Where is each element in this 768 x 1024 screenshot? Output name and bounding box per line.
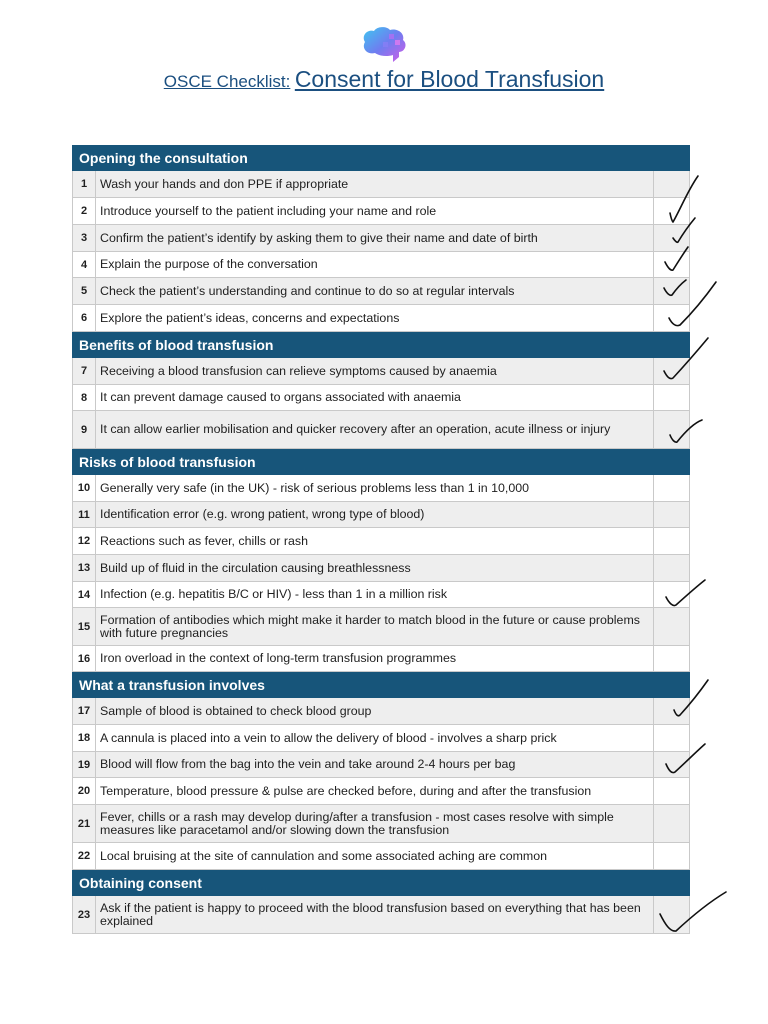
checkbox-cell[interactable] [653, 778, 689, 804]
checklist-row [72, 725, 690, 752]
item-number: 20 [73, 778, 96, 804]
brain-logo-icon [359, 26, 409, 64]
item-number: 23 [73, 896, 96, 933]
checkbox-cell[interactable] [653, 528, 689, 554]
checklist-row [72, 305, 690, 332]
item-text: Confirm the patient’s identify by asking them to give their name and date of birth [100, 230, 538, 245]
checkbox-cell[interactable] [653, 725, 689, 751]
checkbox-cell[interactable] [653, 252, 689, 277]
item-number: 3 [73, 225, 96, 251]
item-text: Reactions such as fever, chills or rash [100, 533, 308, 548]
checklist-row [72, 778, 690, 805]
checkbox-cell[interactable] [653, 698, 689, 724]
section-header: Obtaining consent [72, 870, 690, 896]
checklist-row [72, 608, 690, 646]
section-header: Opening the consultation [72, 145, 690, 171]
checkbox-cell[interactable] [653, 555, 689, 581]
section-header: What a transfusion involves [72, 672, 690, 698]
item-number: 10 [73, 475, 96, 501]
checklist-row [72, 646, 690, 672]
item-text: Receiving a blood transfusion can relieve symptoms caused by anaemia [100, 363, 497, 378]
item-number: 16 [73, 646, 96, 671]
item-number: 12 [73, 528, 96, 554]
checkbox-cell[interactable] [653, 411, 689, 448]
item-text: Iron overload in the context of long-term transfusion programmes [100, 651, 457, 665]
checkbox-cell[interactable] [653, 305, 689, 331]
item-text: Explore the patient’s ideas, concerns and expectations [100, 310, 400, 325]
checklist-row [72, 502, 690, 528]
checkbox-cell[interactable] [653, 646, 689, 671]
checklist-row [72, 555, 690, 582]
item-number: 8 [73, 385, 96, 410]
item-number: 19 [73, 752, 96, 777]
checklist-row [72, 698, 690, 725]
item-text: Wash your hands and don PPE if appropriate [100, 176, 349, 191]
item-text: Introduce yourself to the patient including your name and role [100, 203, 437, 218]
checklist-row [72, 278, 690, 305]
item-number: 2 [73, 198, 96, 224]
item-text: Sample of blood is obtained to check blood group [100, 703, 372, 718]
item-number: 13 [73, 555, 96, 581]
item-number: 7 [73, 358, 96, 384]
page-title [0, 66, 768, 93]
item-text: Ask if the patient is happy to proceed with the blood transfusion based on everything that has been explained [100, 900, 641, 928]
checklist-table [72, 145, 690, 934]
checklist-row [72, 896, 690, 934]
item-number: 21 [73, 805, 96, 842]
checklist-row [72, 752, 690, 778]
checkbox-cell[interactable] [653, 475, 689, 501]
checklist-row [72, 411, 690, 449]
item-text: Build up of fluid in the circulation causing breathlessness [100, 560, 411, 575]
checklist-row [72, 358, 690, 385]
checklist-row [72, 171, 690, 198]
item-text: Temperature, blood pressure & pulse are checked before, during and after the transfusion [100, 783, 592, 798]
item-text: Local bruising at the site of cannulation and some associated aching are common [100, 848, 548, 863]
item-number: 14 [73, 582, 96, 607]
item-number: 9 [73, 411, 96, 448]
checklist-row [72, 843, 690, 870]
item-number: 1 [73, 171, 96, 197]
checklist-row [72, 198, 690, 225]
item-number: 22 [73, 843, 96, 869]
checkbox-cell[interactable] [653, 385, 689, 410]
item-text: It can prevent damage caused to organs associated with anaemia [100, 390, 461, 404]
checkbox-cell[interactable] [653, 225, 689, 251]
item-number: 17 [73, 698, 96, 724]
item-text: Check the patient’s understanding and continue to do so at regular intervals [100, 283, 515, 298]
checkbox-cell[interactable] [653, 171, 689, 197]
checklist-row [72, 528, 690, 555]
checkbox-cell[interactable] [653, 752, 689, 777]
checkbox-cell[interactable] [653, 198, 689, 224]
item-text: Formation of antibodies which might make it harder to match blood in the future or cause problems with future pregnancies [100, 612, 640, 640]
checklist-row [72, 475, 690, 502]
checklist-row [72, 582, 690, 608]
checkbox-cell[interactable] [653, 805, 689, 842]
item-number: 11 [73, 502, 96, 527]
item-number: 5 [73, 278, 96, 304]
checkbox-cell[interactable] [653, 358, 689, 384]
checkbox-cell[interactable] [653, 896, 689, 933]
checklist-row [72, 225, 690, 252]
title-main: Consent for Blood Transfusion [294, 66, 605, 92]
item-text: Blood will flow from the bag into the vein and take around 2-4 hours per bag [100, 757, 516, 771]
item-text: Generally very safe (in the UK) - risk of serious problems less than 1 in 10,000 [100, 480, 530, 495]
item-text: It can allow earlier mobilisation and quicker recovery after an operation, acute illness or injury [100, 422, 611, 436]
checklist-row [72, 385, 690, 411]
checkbox-cell[interactable] [653, 843, 689, 869]
item-text: Fever, chills or a rash may develop during/after a transfusion - most cases resolve with simple measures like paracetamol and/or slowing down the transfusion [100, 809, 614, 837]
item-number: 6 [73, 305, 96, 331]
checklist-row [72, 252, 690, 278]
item-text: Explain the purpose of the conversation [100, 257, 318, 271]
checklist-row [72, 805, 690, 843]
title-prefix: OSCE Checklist: [163, 72, 291, 91]
section-header: Benefits of blood transfusion [72, 332, 690, 358]
item-number: 18 [73, 725, 96, 751]
checkbox-cell[interactable] [653, 608, 689, 645]
section-header: Risks of blood transfusion [72, 449, 690, 475]
checkbox-cell[interactable] [653, 278, 689, 304]
checkbox-cell[interactable] [653, 582, 689, 607]
item-number: 15 [73, 608, 96, 645]
item-text: A cannula is placed into a vein to allow the delivery of blood - involves a sharp prick [100, 730, 557, 745]
item-text: Infection (e.g. hepatitis B/C or HIV) - less than 1 in a million risk [100, 587, 448, 601]
item-number: 4 [73, 252, 96, 277]
item-text: Identification error (e.g. wrong patient, wrong type of blood) [100, 507, 425, 521]
checkbox-cell[interactable] [653, 502, 689, 527]
